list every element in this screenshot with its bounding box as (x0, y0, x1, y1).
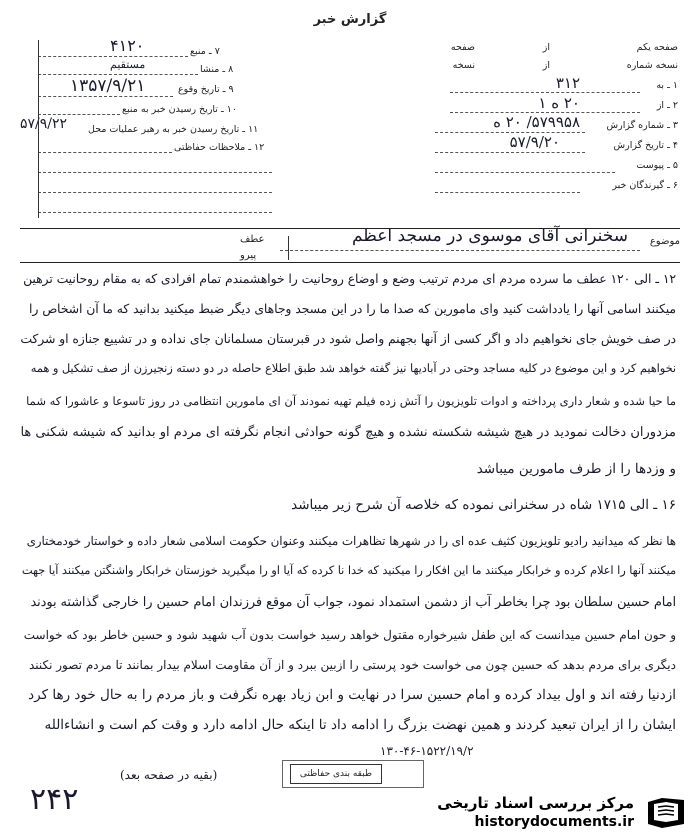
security-stamp-label: طبقه بندی حفاظتی (290, 764, 382, 784)
origin-line (38, 74, 198, 75)
body-line: مزدوران دخالت نمودید در هیچ شیشه شکسته نشده و هیچ گونه حوادثی انجام نگرفته ای مردم او بدانید که شیشه شکنی ها (20, 425, 676, 440)
subject-divider (288, 236, 289, 260)
attachment-line (435, 172, 615, 173)
body-line: امام حسین سلطان بود چرا بخاطر آب از دشمن استمداد نمود، جواب آن موقع فرزندان امام حسین را خارجی گذاشته بودند (30, 595, 676, 610)
item-from-value: ۲۰ ه ۱ (538, 94, 580, 112)
item-to-label: ۱ ـ به (656, 80, 678, 91)
archive-logo (366, 790, 696, 834)
left-border-line (38, 40, 39, 218)
recipients-line (435, 192, 580, 193)
source-receipt-date-label: ۱۰ ـ تاریخ رسیدن خبر به منبع (122, 104, 237, 115)
source-line (38, 56, 188, 57)
occurrence-date-label: ۹ ـ تاریخ وقوع (178, 84, 234, 95)
body-line: میکنند آنها را اعلام کرده و خرابکار میکنند ما این افکار را میکنید که خدا نا کرده که آیا او را میگیرید خوزستان خرابکار واشنگتن میکنند آیا جهت (21, 564, 676, 577)
origin-label: ۸ ـ منشا (200, 64, 234, 75)
peyvand-label: پیرو (240, 250, 257, 261)
source-value: ۴۱۲۰ (110, 36, 145, 55)
subject-bottom-rule (20, 262, 680, 263)
logo-url[interactable]: historydocuments.ir (474, 814, 634, 830)
body-line: ها نظر که میدانید رادیو تلویزیون کثیف عده ای را در شهرها تظاهرات میکنند وعنوان حکومت اسلامی شعار داده و خواستار خودمختاری (26, 534, 676, 548)
item-to-value: ۳۱۲ (555, 74, 580, 92)
report-number-value: ۵۷۹۹۵۸/ ۲۰ ه (493, 113, 580, 131)
copy-of: از (542, 60, 550, 71)
body-line: ایشان را از ایران تبعید کردند و همین نهضت بزرگ را ادامه داد تا اینکه حال ادامه دارد و وقت کم است و انشاءالله (44, 717, 676, 733)
ops-receipt-date-value: ۵۷/۹/۲۲ (20, 116, 68, 132)
body-line: ما حیا شده و شعار داری پرداخته و ادوات تلویزیون را آتش زده فیلم تهیه نمودند آن ای مامورین انتظامی در روز تاسوعا و عاشورا که شما (26, 394, 676, 408)
body-line: در صف خویش جای نخواهیم داد و اگر کسی از آنها بجهنم واصل شود در قبرستان مسلمانان جای نداده و در تشییع جنازه او شرکت (20, 332, 676, 346)
body-line: دیگری برای مردم بدهد که حسین چون می خواست خود پرستی را ازبین ببرد و از آن مقاومت اسلام بیدار بمانند تا مردم تصور نکنند (28, 658, 676, 672)
notes-line-3 (38, 192, 272, 193)
body-line: ۱۶ ـ الی ۱۷۱۵ شاه در سخنرانی نموده که خلاصه آن شرح زیر میباشد (291, 497, 676, 513)
source-receipt-date-line (38, 114, 120, 115)
page-of: از (542, 42, 550, 53)
item-to-line (450, 92, 640, 93)
occurrence-date-line (38, 96, 173, 97)
recipients-label: ۶ ـ گیرندگان خبر (612, 180, 678, 191)
page-label: صفحه یکم (636, 42, 678, 53)
report-date-value: ۵۷/۹/۲۰ (509, 133, 560, 151)
logo-title: مرکز بررسی اسناد تاریخی (437, 794, 634, 812)
security-notes-label: ۱۲ ـ ملاحظات حفاظتی (174, 142, 265, 153)
ops-receipt-date-label: ۱۱ ـ تاریخ رسیدن خبر به رهبر عملیات محل (88, 124, 259, 135)
occurrence-date-value: ۱۳۵۷/۹/۲۱ (70, 76, 146, 96)
notes-line-2 (38, 172, 272, 173)
source-label: ۷ ـ منبع (190, 46, 220, 57)
atf-label: عطف (240, 234, 265, 245)
page-suffix: صفحه (450, 42, 475, 53)
subject-label: موضوع (649, 236, 680, 247)
document-folder-icon (644, 794, 688, 830)
body-line: ازدنیا رفته اند و اول بیداد کرده و امام حسین سرا در نهایت و ابن زیاد بهره نگرفت و باز مردم را به حال خود رها کرد (28, 687, 676, 703)
report-number-label: ۳ ـ شماره گزارش (606, 120, 678, 131)
subject-line (280, 250, 640, 251)
report-date-label: ۴ ـ تاریخ گزارش (613, 140, 678, 151)
page-number: ۲۴۲ (30, 782, 79, 817)
body-line: و وزدها را از طرف مامورین میباشد (476, 461, 676, 477)
report-date-line (435, 152, 585, 153)
attachment-label: ۵ ـ پیوست (636, 160, 678, 171)
body-line: ۱۲ ـ الی ۱۲۰ عطف ما سرده مردم ای مردم ترتیب وضع و اوضاع روحانیت را خواهشمندم تمام افرادی که به مقام روحانیت ترهین (23, 272, 676, 286)
continuation-note: (بقیه در صفحه بعد) (120, 768, 218, 782)
notes-line-4 (38, 212, 272, 213)
origin-value: مستقیم (110, 58, 146, 71)
reference-number: ۱۳۰-۴۶-۱۵۲۲/۱۹/۲ (380, 744, 474, 758)
subject-value: سخنرانی آقای موسوی در مسجد اعظم (351, 226, 628, 246)
body-line: میکنند اسامی آنها را یادداشت کنید وای مامورین که صدا ما را در این مسجد وجاهای دیگر ضبط میکنید بدانید که ما آن اشخاص را (29, 302, 676, 316)
copy-label: نسخه شماره (626, 60, 678, 71)
security-notes-line (38, 152, 172, 153)
body-line: و حون امام حسین میدانست که این طفل شیرخواره مقتول خواهد رسید خواست بدون آب شهید شود و حسین خاطر بود که خواست (23, 628, 676, 642)
report-title: گزارش خبر (313, 12, 387, 27)
item-from-label: ۲ ـ از (656, 100, 678, 111)
body-line: نخواهیم کرد و این موضوع در کلیه مساجد وحتی در آبادیها نیز گفته خواهد شد طبق اطلاع حاصله در دو دسته زنجیرزن از صف تشکیل و همه (30, 362, 676, 375)
copy-suffix: نسخه (452, 60, 475, 71)
